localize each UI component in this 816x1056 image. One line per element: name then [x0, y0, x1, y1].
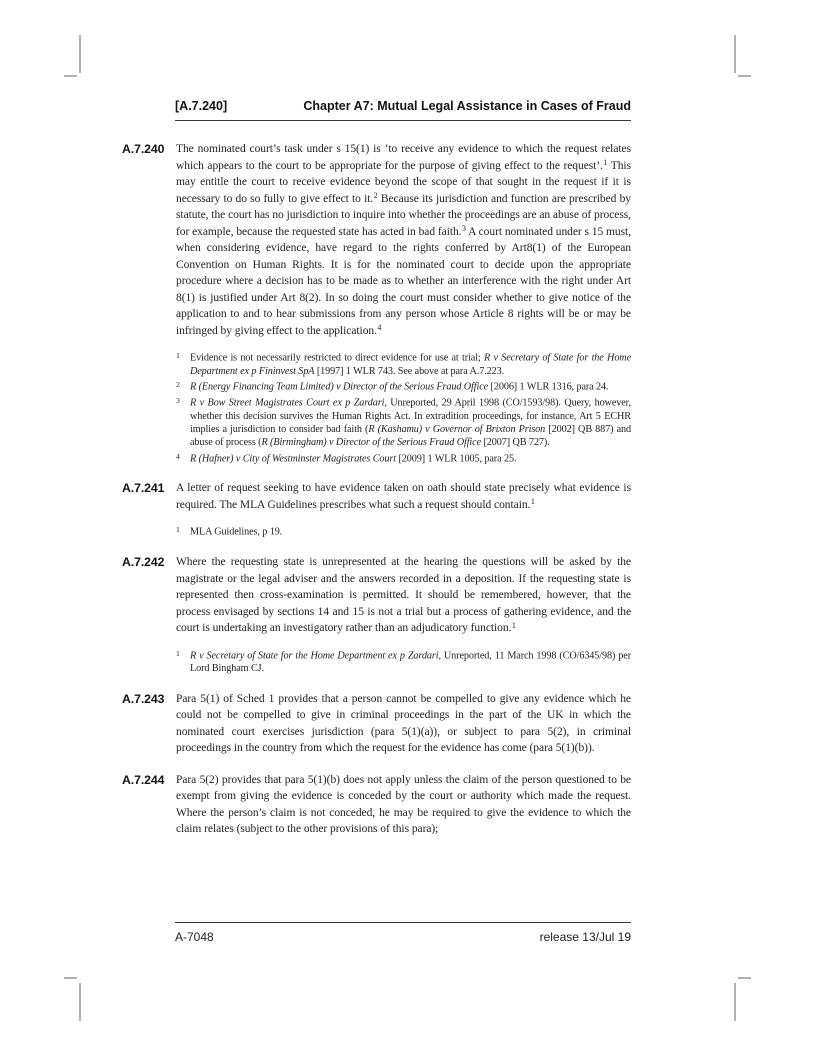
case-citation: R v Secretary of State for the Home Department ex p Zardari — [190, 650, 439, 662]
paragraph-content — [176, 772, 631, 838]
footnote-reference: 1 — [530, 497, 535, 507]
footnote-number: 1 — [176, 648, 180, 658]
case-citation: R v Bow Street Magistrates Court ex p Zardari — [190, 397, 385, 409]
footnote-reference: 3 — [462, 224, 466, 233]
case-citation: R (Birmingham) v Director of the Serious Fraud Office — [261, 437, 482, 449]
paragraph-A.7.243 — [122, 691, 631, 757]
text-run: [2009] 1 WLR 1005, para 25. — [396, 453, 517, 465]
crop-mark-top-right-vertical — [734, 35, 736, 73]
footnote-list — [176, 523, 631, 539]
footnote-A.7.241-1 — [176, 523, 631, 539]
text-run: [1997] 1 WLR 743. See above at para A.7.223. — [314, 365, 505, 377]
footnote-list — [176, 349, 631, 465]
text-run: , Unreported, 11 March 1998 (CO/6345/98) per Lord Bingham CJ. — [190, 650, 631, 675]
document-body — [122, 141, 631, 853]
crop-mark-top-right-horizontal — [738, 75, 751, 77]
case-citation: R (Energy Financing Team Limited) v Director of the Serious Fraud Office — [190, 381, 489, 393]
crop-mark-bottom-left-horizontal — [64, 977, 77, 979]
footer-page-number: A-7048 — [175, 930, 214, 944]
paragraph-text — [176, 141, 631, 339]
text-run: This may entitle the court to receive evidence beyond the scope of that sought in the request if it is necessary to do so fully to give effect to it. — [176, 159, 631, 205]
paragraph-number: A.7.241 — [122, 481, 165, 496]
text-run: A court nominated under s 15 must, when considering evidence, have regard to the rights conferred by Art8(1) of the European Convention on Human Rights. It is for the nominated court to decide upon the appropriate procedure where a decision has to be made as to whether an interference with the right under Art 8(1) is justified under Art 8(2). In so doing the court must consider whether to give notice of the application to and to hear submissions from any person whose Article 8 rights will be or may be infringed by giving effect to the application. — [176, 225, 632, 337]
footnote-number: 1 — [176, 525, 180, 535]
text-run: A letter of request seeking to have evidence taken on oath should state precisely what evidence is required. The MLA Guidelines prescribes what such a request should contain. — [176, 482, 631, 511]
paragraph-A.7.241 — [122, 480, 631, 539]
footnote-A.7.240-4 — [176, 450, 631, 466]
text-run: Para 5(2) provides that para 5(1)(b) does not apply unless the claim of the person questioned to be exempt from giving the evidence is conceded by the court or authority which made the request. Where the person’s claim is not conceded, he may be required to give the evidence to which the claim relates (subject to the other provisions of this para); — [176, 773, 631, 836]
text-run: Para 5(1) of Sched 1 provides that a person cannot be compelled to give any evidence which he could not be compelled to give in criminal proceedings in the part of the UK in which the nominated court exercises jurisdiction (para 5(1)(a)), or subject to para 5(2), in criminal proceedings in the country from which the request for the evidence has come (para 5(1)(b)). — [176, 692, 631, 755]
footnote-A.7.240-1 — [176, 349, 631, 378]
paragraph-content — [176, 141, 631, 465]
paragraph-number: A.7.244 — [122, 772, 165, 787]
case-citation: R v Secretary of State for the Home Department ex p Fininvest SpA — [190, 352, 631, 377]
text-run: Evidence is not necessarily restricted to direct evidence for use at trial; — [190, 352, 484, 364]
paragraph-number: A.7.243 — [122, 691, 165, 706]
paragraph-content — [176, 480, 631, 539]
paragraph-text — [176, 554, 631, 637]
paragraph-A.7.240 — [122, 141, 631, 465]
footnote-number: 1 — [176, 351, 180, 360]
text-run: MLA Guidelines, p 19. — [190, 526, 283, 538]
paragraph-A.7.242 — [122, 554, 631, 676]
text-run: [2007] QB 727). — [481, 437, 550, 449]
footnote-A.7.242-1 — [176, 647, 631, 676]
header-section-ref: [A.7.240] — [175, 99, 228, 113]
crop-mark-top-left-vertical — [79, 35, 81, 73]
footnote-list — [176, 647, 631, 676]
text-run: [2002] QB 887) and abuse of process ( — [190, 423, 632, 449]
running-header — [175, 99, 631, 121]
crop-mark-bottom-right-horizontal — [738, 977, 751, 979]
footer-release-info: release 13/Jul 19 — [539, 930, 631, 944]
paragraph-content — [176, 554, 631, 676]
crop-mark-top-left-horizontal — [64, 75, 77, 77]
text-run: Where the requesting state is unrepresented at the hearing the questions will be asked by the magistrate or the legal adviser and the answers recorded in a deposition. If the requesting state is represented then cross-examination is permitted. It should be remembered, however, that the process envisaged by sections 14 and 15 is not a trial but a process of gathering evidence, and the court is undertaking an investigatory rather than an adjudicatory function. — [176, 556, 631, 635]
paragraph-text — [176, 772, 631, 838]
paragraph-number: A.7.242 — [122, 555, 165, 570]
crop-mark-bottom-left-vertical — [79, 983, 81, 1021]
crop-mark-bottom-right-vertical — [734, 983, 736, 1021]
footnote-number: 4 — [176, 451, 180, 461]
case-citation: R (Kashamu) v Governor of Brixton Prison — [368, 423, 546, 435]
footnote-reference: 2 — [373, 191, 378, 200]
case-citation: R (Hafner) v City of Westminster Magistrates Court — [190, 453, 397, 465]
footnote-number: 2 — [176, 380, 180, 390]
footnote-reference: 1 — [603, 158, 608, 167]
footnote-A.7.240-3 — [176, 394, 631, 450]
footnote-reference: 4 — [377, 323, 382, 332]
running-footer — [175, 922, 631, 944]
text-run: The nominated court’s task under s 15(1) is ‘to receive any evidence to which the request relates which appears to the court to be appropriate for the purpose of giving effect to the request’. — [176, 143, 631, 172]
paragraph-text — [176, 480, 631, 513]
header-chapter-title: Chapter A7: Mutual Legal Assistance in Cases of Fraud — [303, 99, 631, 113]
footnote-number: 3 — [176, 395, 180, 405]
paragraph-text — [176, 691, 631, 757]
footnote-reference: 1 — [511, 620, 516, 630]
footnote-A.7.240-2 — [176, 378, 631, 394]
text-run: , Unreported, 29 April 1998 (CO/1593/98). Query, however, whether this decision survives the Human Rights Act. In extradition proceedings, for instance, Art 5 ECHR implies a jurisdiction to consider bad faith ( — [190, 397, 631, 435]
text-run: Because its jurisdiction and function are prescribed by statute, the court has no jurisdiction to inquire into whether the proceedings are an abuse of process, for example, because the requested state has acted in bad faith. — [176, 192, 631, 238]
paragraph-content — [176, 691, 631, 757]
paragraph-number: A.7.240 — [122, 142, 165, 156]
paragraph-A.7.244 — [122, 772, 631, 838]
text-run: [2006] 1 WLR 1316, para 24. — [488, 381, 609, 393]
